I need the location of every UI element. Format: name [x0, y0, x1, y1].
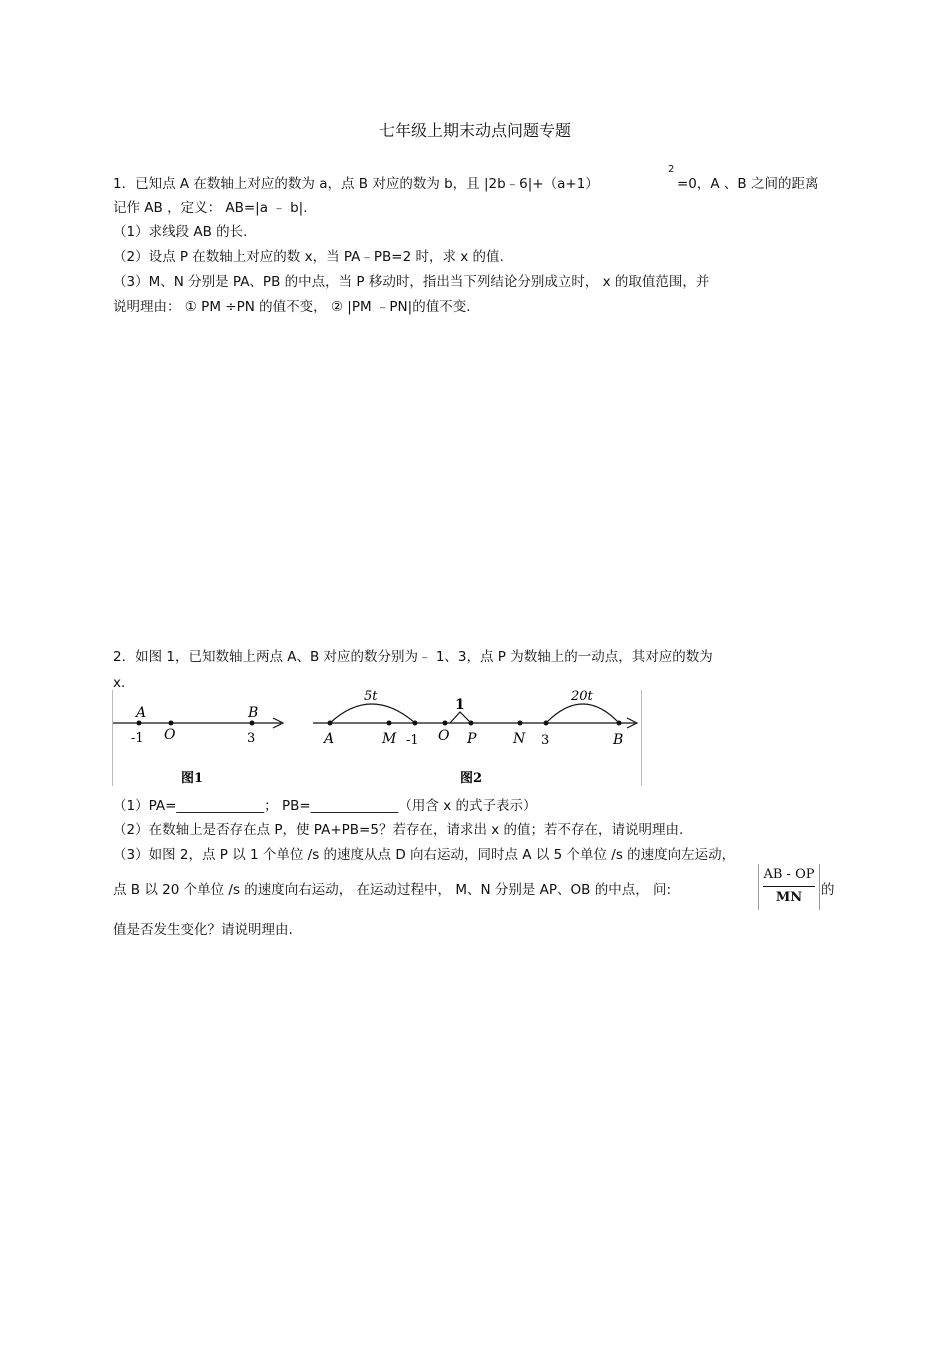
fig2-caption: 图2: [460, 771, 483, 786]
fig1-point-o: [169, 721, 174, 726]
page-title: 七年级上期末动点问题专题: [378, 121, 571, 140]
q1-line-2: 记作 AB ，定义： AB=|a ﹣ b|.: [113, 200, 308, 216]
fig2-point-3: [544, 721, 549, 726]
fig2-arc-a: [330, 704, 415, 723]
q1-line-1-end: =0，A 、B 之间的距离: [677, 176, 819, 192]
fig2-label-b: B: [613, 732, 624, 748]
q2-part-3-line-2-end: 的: [821, 882, 835, 898]
q1-part-1: （1）求线段 AB 的长.: [113, 224, 248, 240]
fig2-point-neg1: [413, 721, 418, 726]
fig2-label-neg1: -1: [406, 733, 419, 748]
number-line-figures: [112, 690, 642, 786]
figure-2: [313, 690, 637, 786]
fig1-tick-neg1: -1: [131, 731, 144, 746]
q2-part-3-line-1: （3）如图 2，点 P 以 1 个单位 /s 的速度从点 D 向右运动，同时点 A 以 5 个单位 /s 的速度向左运动，: [113, 847, 736, 863]
fig2-arc-label-5t: 5t: [364, 690, 378, 704]
figure-1: [113, 705, 283, 786]
fig2-label-p: P: [467, 731, 477, 747]
fraction-numerator: AB - OP: [763, 867, 815, 882]
fig2-label-m: M: [382, 731, 397, 747]
fig2-arc-label-20t: 20t: [571, 690, 593, 704]
fig1-point-a: [137, 721, 142, 726]
fig2-point-b: [617, 721, 622, 726]
fig2-point-a: [328, 721, 333, 726]
q1-superscript: 2: [668, 164, 675, 175]
fig2-point-o: [443, 721, 448, 726]
fig2-arc-label-1: 1: [455, 697, 465, 713]
fraction-expression: [758, 864, 820, 910]
fig1-tick-o: O: [164, 727, 176, 743]
fraction-denominator: MN: [775, 890, 803, 905]
q1-part-2: （2）设点 P 在数轴上对应的数 x，当 PA﹣PB=2 时，求 x 的值.: [113, 249, 504, 265]
fraction-bar: [763, 886, 815, 887]
q1-line-1: 1．已知点 A 在数轴上对应的数为 a，点 B 对应的数为 b，且 |2b﹣6|+（a+1）: [113, 176, 599, 192]
fig2-point-p: [469, 721, 474, 726]
fig1-label-b: B: [248, 705, 259, 721]
q2-part-2: （2）在数轴上是否存在点 P，使 PA+PB=5？若存在，请求出 x 的值；若不存在，请说明理由.: [113, 822, 684, 838]
fig1-caption: 图1: [181, 771, 204, 786]
q2-part-1: （1）PA=_____________； PB=_____________（用含 x 的式子表示）: [113, 798, 537, 814]
q2-line-1: 2．如图 1，已知数轴上两点 A、B 对应的数分别为﹣ 1、3，点 P 为数轴上的一动点，其对应的数为: [113, 649, 713, 665]
fig2-point-m: [387, 721, 392, 726]
fig2-label-a: A: [324, 731, 335, 747]
fig2-arc-b: [546, 704, 619, 723]
fig2-arc-p: [450, 712, 471, 723]
q1-part-3-line-1: （3）M、N 分别是 PA、PB 的中点，当 P 移动时，指出当下列结论分别成立时， x 的取值范围，并: [113, 274, 710, 290]
fig1-label-a: A: [136, 705, 147, 721]
fig2-label-3: 3: [541, 733, 550, 748]
fig2-label-n: N: [513, 731, 526, 747]
q1-part-3-line-2: 说明理由： ① PM ÷PN 的值不变， ② |PM ﹣PN|的值不变.: [113, 299, 471, 315]
fig2-label-o: O: [438, 728, 450, 744]
fig2-point-n: [518, 721, 523, 726]
q2-line-2: x．: [113, 675, 135, 691]
q2-part-3-line-2: 点 B 以 20 个单位 /s 的速度向右运动， 在运动过程中， M、N 分别是 AP、OB 的中点， 问:: [113, 882, 672, 898]
fig1-point-b: [250, 721, 255, 726]
q2-part-3-line-3: 值是否发生变化？请说明理由.: [113, 922, 293, 938]
fig1-tick-3: 3: [247, 731, 256, 746]
